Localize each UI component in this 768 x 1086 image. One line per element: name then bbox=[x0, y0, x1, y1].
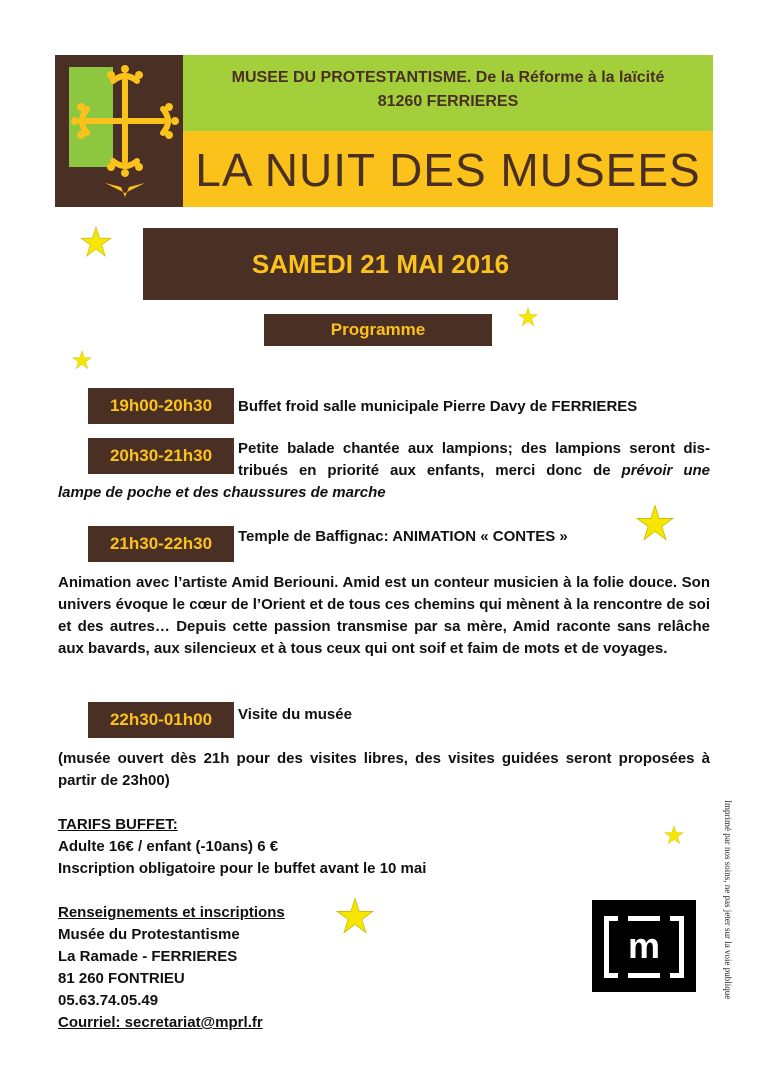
museum-name: MUSEE DU PROTESTANTISME. De la Réforme à la laïcité bbox=[231, 69, 665, 86]
schedule-text: Visite du musée bbox=[238, 706, 352, 723]
header-yellow-band bbox=[183, 131, 713, 207]
programme-label: Programme bbox=[264, 314, 492, 346]
museum-postcode: 81260 FERRIERES bbox=[377, 93, 519, 110]
tarifs-heading: TARIFS BUFFET: bbox=[58, 816, 178, 833]
star-icon bbox=[336, 897, 374, 935]
time-badge: 20h30-21h30 bbox=[88, 438, 234, 474]
contes-description: Animation avec l’artiste Amid Beriouni. Amid est un conteur musicien à la folie douce. Son univers évoque le cœur de l’Orient et de tous ces chemins qui mènent à la rencontre de soi et des autres… Depuis cette passion transmise par sa mère, Amid raconte sans relâche aux bavards, aux silencieux et à tous ceux qui ont soif et faim de mots et de voyages. bbox=[58, 574, 710, 657]
contact-email[interactable]: Courriel: secretariat@mprl.fr bbox=[58, 1014, 263, 1031]
star-icon bbox=[636, 504, 674, 542]
contact-phone[interactable]: 05.63.74.05.49 bbox=[58, 992, 159, 1009]
schedule-text-line3: lampe de poche et des chaussures de marche bbox=[58, 484, 386, 501]
vertical-print-note-text: Imprimé par nos soins, ne pas jeter sur la voie publique bbox=[723, 800, 733, 1000]
museum-logo bbox=[55, 55, 183, 207]
event-title: LA NUIT DES MUSEES bbox=[195, 144, 701, 196]
time-badge: 21h30-22h30 bbox=[88, 526, 234, 562]
star-icon bbox=[518, 307, 538, 327]
contact-museum: Musée du Protestantisme bbox=[58, 926, 240, 943]
tarifs-registration: Inscription obligatoire pour le buffet avant le 10 mai bbox=[58, 860, 427, 877]
contact-heading: Renseignements et inscriptions bbox=[58, 904, 285, 921]
museum-m-letter: m bbox=[627, 925, 660, 966]
contact-address: La Ramade - FERRIERES bbox=[58, 948, 238, 965]
schedule-text: Buffet froid salle municipale Pierre Davy de FERRIERES bbox=[238, 398, 638, 415]
tarifs-prices: Adulte 16€ / enfant (-10ans) 6 € bbox=[58, 838, 279, 855]
time-badge: 19h00-20h30 bbox=[88, 388, 234, 424]
museum-m-logo bbox=[592, 900, 696, 992]
time-badge: 22h30-01h00 bbox=[88, 702, 234, 738]
contact-city: 81 260 FONTRIEU bbox=[58, 970, 185, 987]
schedule-text: Temple de Baffignac: ANIMATION « CONTES » bbox=[238, 528, 568, 545]
event-date: SAMEDI 21 MAI 2016 bbox=[143, 228, 618, 300]
star-icon bbox=[664, 825, 684, 845]
schedule-text: Petite balade chantée aux lampions; des lampions seront dis- bbox=[238, 440, 710, 457]
visit-note: (musée ouvert dès 21h pour des visites libres, des visites guidées seront proposées à partir de 23h00) bbox=[58, 750, 710, 789]
vertical-print-note bbox=[721, 800, 737, 1032]
schedule-text-italic: prévoir une bbox=[621, 462, 711, 479]
occitan-cross-dove-icon bbox=[69, 63, 181, 199]
star-icon bbox=[80, 226, 112, 258]
header-green-band bbox=[183, 55, 713, 131]
star-icon bbox=[72, 350, 92, 370]
schedule-text-part: tribués en priorité aux enfants, merci donc de bbox=[238, 462, 622, 479]
schedule-text-line2 bbox=[238, 460, 710, 482]
